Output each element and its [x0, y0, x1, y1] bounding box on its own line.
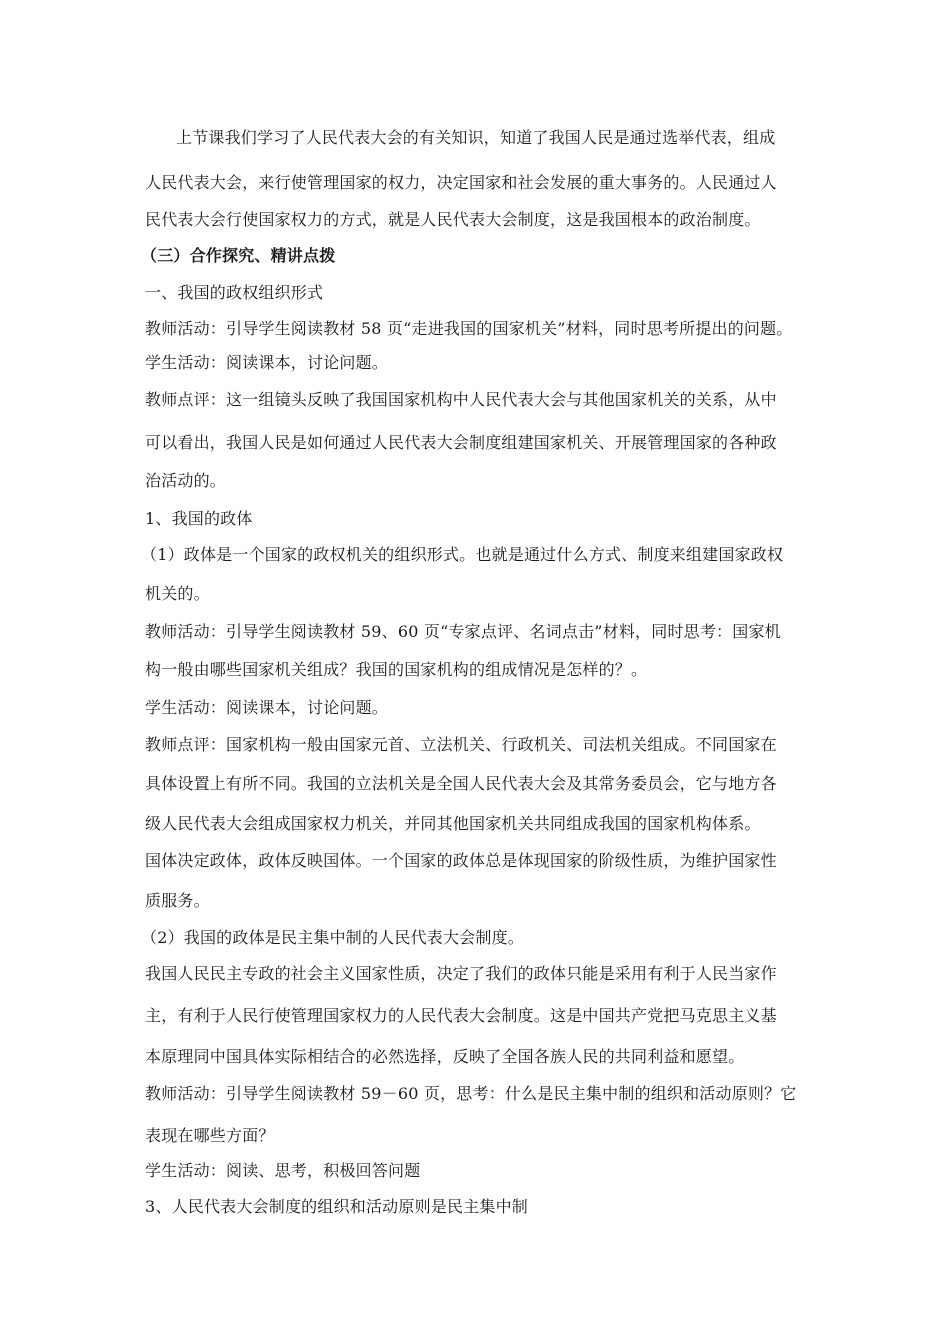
teacher-comment-2-line-3: 级人民代表大会组成国家权力机关，并同其他国家机关共同组成我国的国家机构体系。 — [145, 814, 761, 833]
teacher-activity-2-line-1: 教师活动：引导学生阅读教材 59、60 页“专家点评、名词点击”材料，同时思考：国家机 — [145, 622, 781, 641]
point-2-body-line-1: 我国人民民主专政的社会主义国家性质，决定了我们的政体只能是采用有利于人民当家作 — [145, 964, 777, 983]
student-activity-1: 学生活动：阅读课本，讨论问题。 — [145, 353, 389, 372]
point-2-body-line-3: 本原理同中国具体实际相结合的必然选择，反映了全国各族人民的共同利益和愿望。 — [145, 1047, 745, 1066]
teacher-comment-1-line-1: 教师点评：这一组镜头反映了我国国家机构中人民代表大会与其他国家机关的关系，从中 — [145, 390, 777, 409]
teacher-comment-2-line-2: 具体设置上有所不同。我国的立法机关是全国人民代表大会及其常务委员会，它与地方各 — [145, 774, 777, 793]
teacher-comment-2-line-1: 教师点评：国家机构一般由国家元首、立法机关、行政机关、司法机关组成。不同国家在 — [145, 735, 777, 754]
teacher-activity-2-line-2: 构一般由哪些国家机关组成？我国的国家机构的组成情况是怎样的？。 — [145, 660, 648, 679]
student-activity-2: 学生活动：阅读课本，讨论问题。 — [145, 698, 389, 717]
teacher-activity-3-line-2: 表现在哪些方面？ — [145, 1126, 275, 1145]
point-2-heading: （2）我国的政体是民主集中制的人民代表大会制度。 — [141, 928, 524, 947]
point-1-line-2: 机关的。 — [145, 584, 210, 603]
point-2-body-line-2: 主，有利于人民行使管理国家权力的人民代表大会制度。这是中国共产党把马克思主义基 — [145, 1006, 777, 1025]
teacher-comment-1-line-2: 可以看出，我国人民是如何通过人民代表大会制度组建国家机关、开展管理国家的各种政 — [145, 433, 777, 452]
student-activity-3: 学生活动：阅读、思考，积极回答问题 — [145, 1161, 421, 1180]
teacher-comment-1-line-3: 治活动的。 — [145, 471, 227, 490]
teacher-activity-1: 教师活动：引导学生阅读教材 58 页“走进我国的国家机关”材料，同时思考所提出的问题。 — [145, 319, 793, 338]
heading-democratic-centralism: 3、人民代表大会制度的组织和活动原则是民主集中制 — [145, 1197, 528, 1216]
section-heading-cooperative-inquiry: （三）合作探究、精讲点拨 — [141, 246, 336, 265]
point-1-line-1: （1）政体是一个国家的政权机关的组织形式。也就是通过什么方式、制度来组建国家政权 — [141, 545, 784, 564]
paragraph-intro-line-3: 民代表大会行使国家权力的方式，就是人民代表大会制度，这是我国根本的政治制度。 — [145, 210, 761, 229]
teacher-activity-3-line-1: 教师活动：引导学生阅读教材 59－60 页，思考：什么是民主集中制的组织和活动原则？它 — [145, 1084, 797, 1103]
state-form-relation-line-1: 国体决定政体，政体反映国体。一个国家的政体总是体现国家的阶级性质，为维护国家性 — [145, 851, 777, 870]
subsection-heading-political-organization: 一、我国的政权组织形式 — [145, 283, 324, 302]
heading-our-state-system: 1、我国的政体 — [145, 509, 253, 528]
paragraph-intro-line-1: 上节课我们学习了人民代表大会的有关知识，知道了我国人民是通过选举代表，组成 — [176, 128, 776, 147]
state-form-relation-line-2: 质服务。 — [145, 891, 210, 910]
paragraph-intro-line-2: 人民代表大会，来行使管理国家的权力，决定国家和社会发展的重大事务的。人民通过人 — [145, 173, 777, 192]
